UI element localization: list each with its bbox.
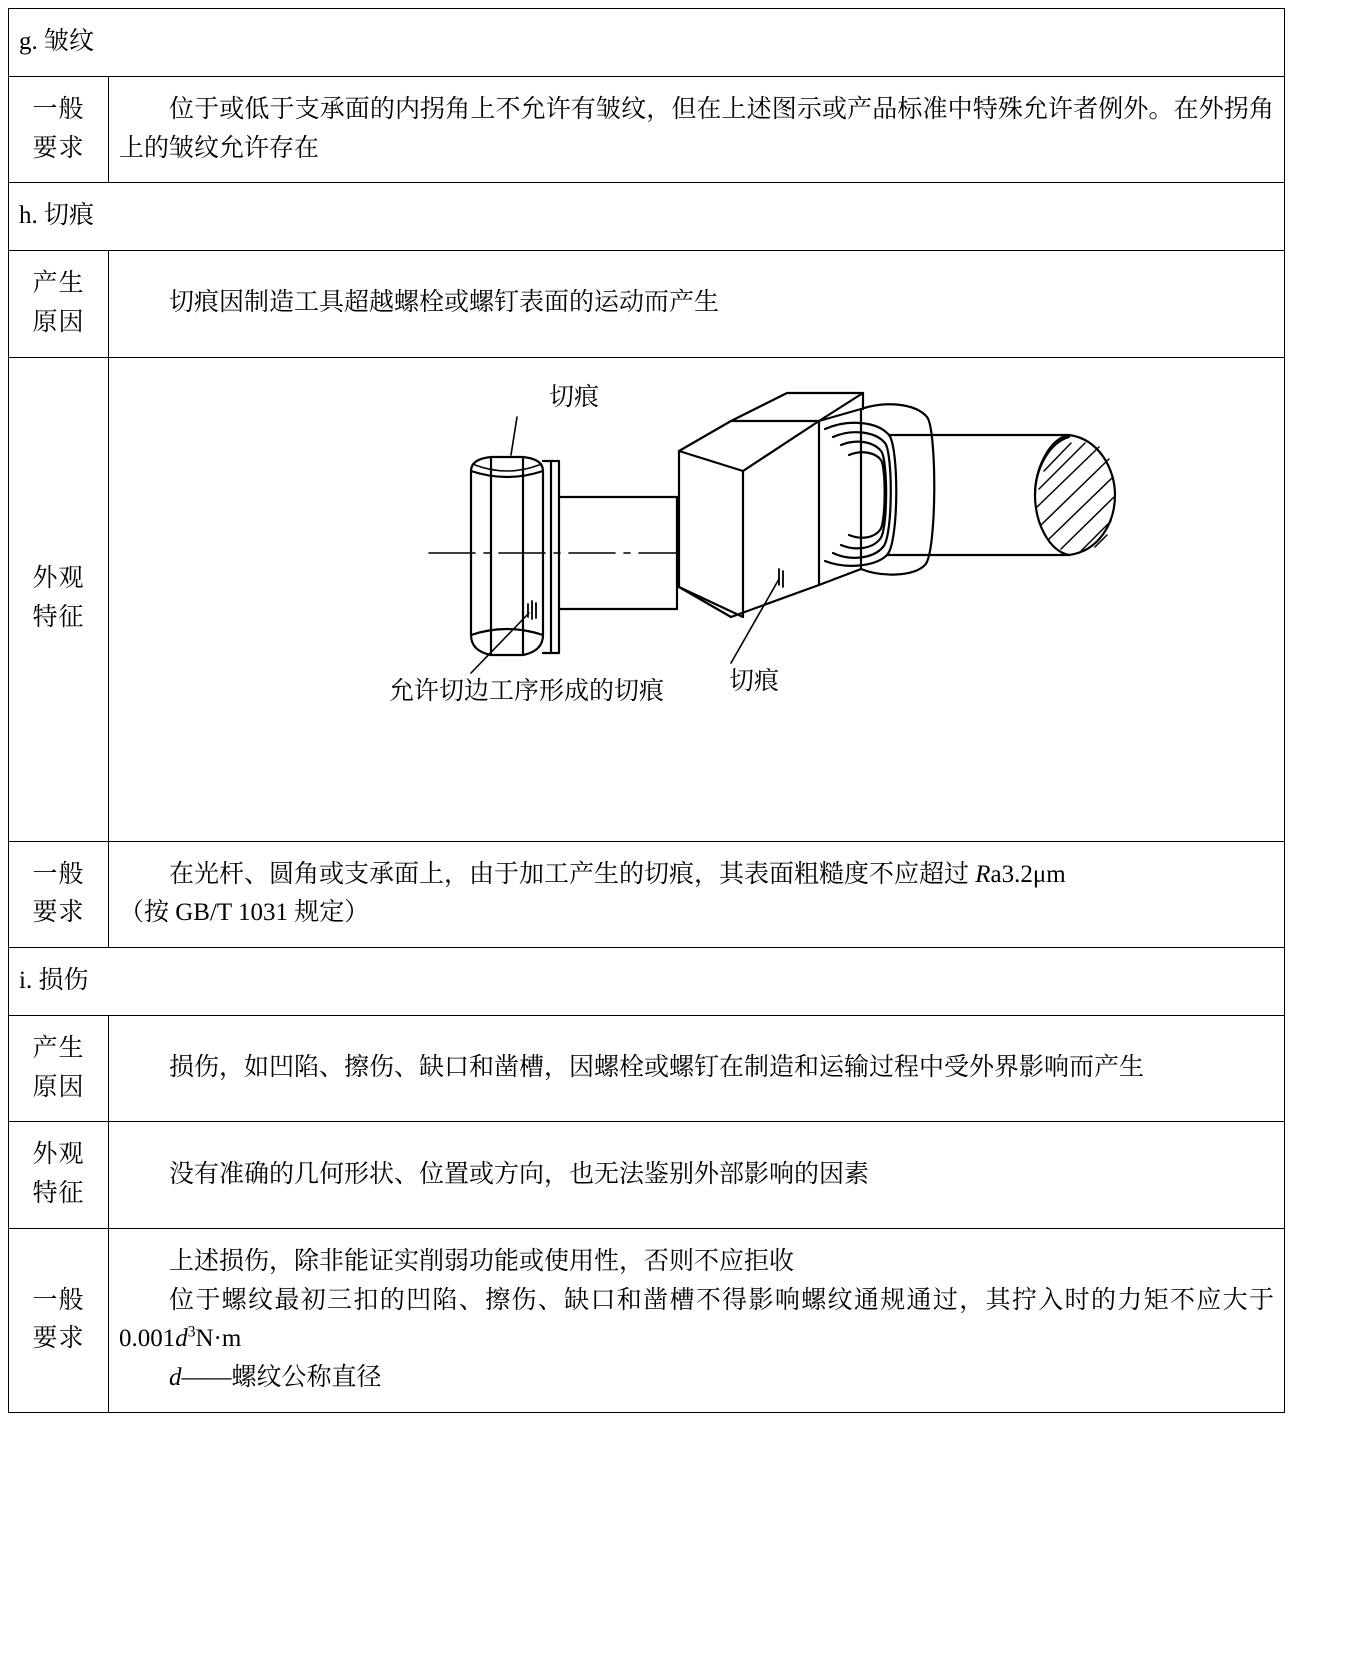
paragraph: 上述损伤，除非能证实削弱功能或使用性，否则不应拒收	[169, 1247, 795, 1275]
section-heading-row	[9, 9, 1285, 77]
paragraph: 在光杆、圆角或支承面上，由于加工产生的切痕，其表面粗糙度不应超过 Ra3.2μm	[169, 860, 1066, 888]
row-label-cause	[9, 1015, 109, 1122]
table-row	[9, 1228, 1285, 1412]
roughness-value: a3.2μm	[990, 860, 1066, 888]
row-label-line-1: 产生	[32, 270, 85, 297]
exponent: 3	[187, 1323, 196, 1341]
figure-svg	[119, 373, 1291, 825]
table-row	[9, 841, 1285, 948]
paragraph: 切痕因制造工具超越螺栓或螺钉表面的运动而产生	[169, 289, 720, 317]
specification-table	[8, 8, 1285, 1413]
row-label-line-2: 要求	[32, 1325, 85, 1353]
row-label-line-1: 外观	[32, 565, 85, 593]
row-label-cause	[9, 251, 109, 358]
row-label-appearance	[9, 357, 109, 841]
row-content	[109, 251, 1285, 358]
row-label-general-requirement	[9, 1228, 109, 1412]
section-heading-g: g. 皱纹	[9, 9, 1285, 77]
section-heading-h: h. 切痕	[9, 183, 1285, 251]
figure-callout-nick-top: 切痕	[549, 384, 600, 411]
row-label-line-1: 产生	[32, 1034, 85, 1062]
diameter-symbol: d	[169, 1364, 182, 1391]
row-label-general-requirement	[9, 841, 109, 948]
document-page	[0, 8, 1357, 1660]
paragraph: （按 GB/T 1031 规定）	[119, 899, 370, 927]
paragraph: d——螺纹公称直径	[169, 1364, 382, 1391]
roughness-symbol: R	[975, 860, 991, 888]
row-content-figure	[109, 357, 1285, 841]
table-row-figure	[9, 357, 1285, 841]
table-row	[9, 1015, 1285, 1122]
row-content	[109, 841, 1285, 948]
table-row	[9, 1122, 1285, 1229]
paragraph: 位于或低于支承面的内拐角上不允许有皱纹，但在上述图示或产品标准中特殊允许者例外。在外拐角上的皱纹允许存在	[119, 95, 1274, 162]
row-label-line-2: 要求	[32, 899, 85, 927]
paragraph: 没有准确的几何形状、位置或方向，也无法鉴别外部影响的因素	[169, 1160, 870, 1188]
row-label-line-2: 要求	[32, 134, 85, 162]
figure-callout-allowed-trim-nick: 允许切边工序形成的切痕	[389, 678, 665, 705]
row-label-line-2: 特征	[32, 1180, 85, 1207]
figure-nicks-illustration	[119, 373, 1274, 825]
row-label-line-2: 原因	[32, 1073, 85, 1101]
diameter-symbol: d	[175, 1325, 188, 1353]
paragraph: 损伤，如凹陷、擦伤、缺口和凿槽，因螺栓或螺钉在制造和运输过程中受外界影响而产生	[169, 1054, 1145, 1082]
row-label-line-1: 一般	[32, 95, 85, 123]
table-row	[9, 76, 1285, 183]
section-heading-row	[9, 948, 1285, 1016]
row-label-line-2: 原因	[32, 308, 85, 336]
row-content	[109, 1228, 1285, 1412]
table-row	[9, 251, 1285, 358]
section-heading-i: i. 损伤	[9, 948, 1285, 1016]
row-label-line-2: 特征	[32, 604, 85, 631]
row-label-line-1: 一般	[32, 860, 85, 888]
paragraph: 位于螺纹最初三扣的凹陷、擦伤、缺口和凿槽不得影响螺纹通规通过，其拧入时的力矩不应大于 $0.001d^3N\cdot m$	[119, 1286, 1274, 1353]
figure-callout-nick-right: 切痕	[729, 668, 780, 695]
row-content	[109, 1122, 1285, 1229]
row-label-general-requirement	[9, 76, 109, 183]
row-label-appearance	[9, 1122, 109, 1229]
row-content	[109, 76, 1285, 183]
section-heading-row	[9, 183, 1285, 251]
row-label-line-1: 外观	[32, 1141, 85, 1169]
row-label-line-1: 一般	[32, 1286, 85, 1314]
row-content	[109, 1015, 1285, 1122]
